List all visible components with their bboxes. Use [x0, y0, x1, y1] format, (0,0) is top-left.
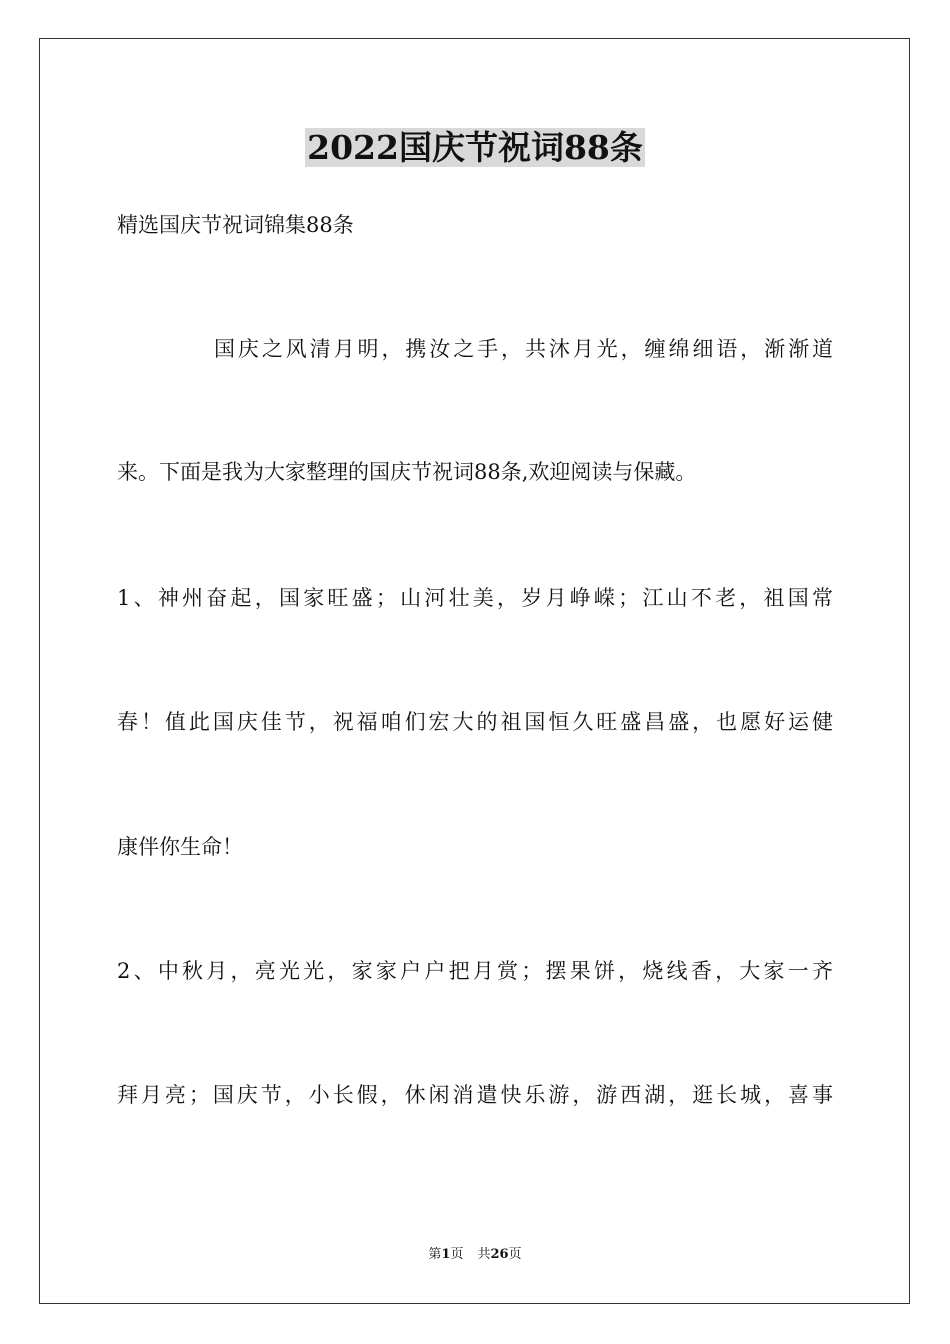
- page-footer: [0, 1246, 950, 1264]
- paragraph-line: 来。下面是我为大家整理的国庆节祝词88条,欢迎阅读与保藏。: [117, 460, 697, 484]
- paragraph-line: 2、中秋月，亮光光，家家户户把月赏；摆果饼，烧线香，大家一齐: [117, 959, 833, 983]
- footer-total-prefix: 共: [477, 1247, 491, 1262]
- document-title-text: 2022国庆节祝词88条: [307, 128, 643, 167]
- footer-total-pages: 26: [490, 1247, 509, 1262]
- document-title: [0, 128, 950, 168]
- footer-page-number: 1: [441, 1247, 451, 1262]
- footer-page-suffix: 页: [450, 1247, 464, 1262]
- paragraph-line: 拜月亮；国庆节，小长假，休闲消遣快乐游，游西湖，逛长城，喜事: [117, 1083, 833, 1107]
- document-subtitle: 精选国庆节祝词锦集88条: [117, 213, 354, 237]
- paragraph-line: 1、神州奋起，国家旺盛；山河壮美，岁月峥嵘；江山不老，祖国常: [117, 586, 833, 610]
- paragraph-line: 国庆之风清月明，携汝之手，共沐月光，缠绵细语，渐渐道: [214, 337, 833, 361]
- paragraph-line: 春！值此国庆佳节，祝福咱们宏大的祖国恒久旺盛昌盛，也愿好运健: [117, 710, 833, 734]
- footer-page-prefix: 第: [428, 1247, 442, 1262]
- paragraph-line: 康伴你生命！: [117, 835, 243, 859]
- footer-total-suffix: 页: [508, 1247, 522, 1262]
